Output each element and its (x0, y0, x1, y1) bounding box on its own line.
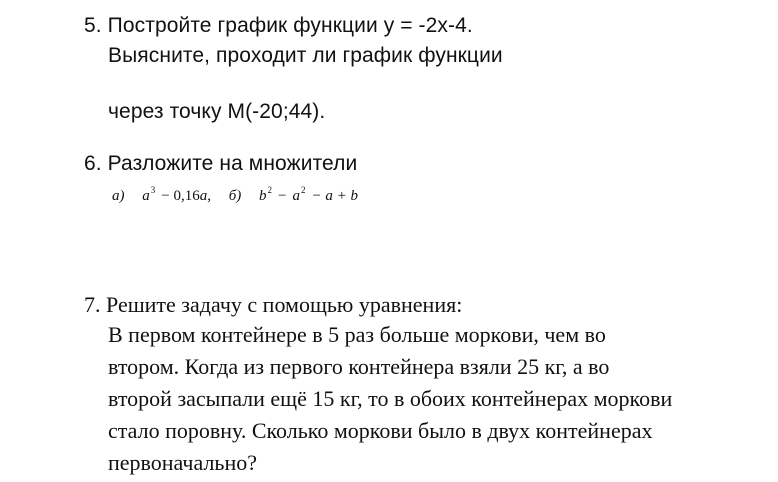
part-a-comma: , (207, 188, 211, 204)
part-b-var1: b (259, 188, 267, 204)
task5-line3: через точку M(-20;44). (108, 100, 326, 123)
part-a-exp1: 3 (150, 185, 156, 195)
part-b-var2: a (292, 188, 300, 204)
task7-line: втором. Когда из первого контейнера взяли 25 кг, а во (108, 354, 610, 379)
part-a-var2: a (199, 188, 208, 204)
part-b-exp2: 2 (300, 185, 306, 195)
task7-line: В первом контейнере в 5 раз больше моркови, чем во (108, 322, 606, 347)
part-b-label: б) (228, 188, 242, 204)
part-b-tail: − a + b (311, 188, 358, 204)
task6-heading: 6. Разложите на множители (84, 152, 358, 175)
task7-line: первоначально? (108, 450, 258, 475)
task7-heading: 7. Решите задачу с помощью уравнения: (84, 292, 463, 317)
part-b-minus1: − (278, 188, 287, 204)
task7-line: второй засыпали ещё 15 кг, то в обоих контейнерах моркови (108, 386, 673, 411)
part-a-var1: a (142, 188, 150, 204)
task5-line2: Выясните, проходит ли график функции (108, 44, 503, 67)
task5-line1: 5. Постройте график функции y = -2x-4. (84, 14, 473, 37)
part-b-exp1: 2 (267, 185, 273, 195)
task7-line: стало поровну. Сколько моркови было в двух контейнерах (108, 418, 653, 443)
part-a-label: а) (112, 188, 125, 204)
task6-expressions (112, 185, 358, 205)
part-a-rest: − 0,16 (161, 188, 200, 204)
